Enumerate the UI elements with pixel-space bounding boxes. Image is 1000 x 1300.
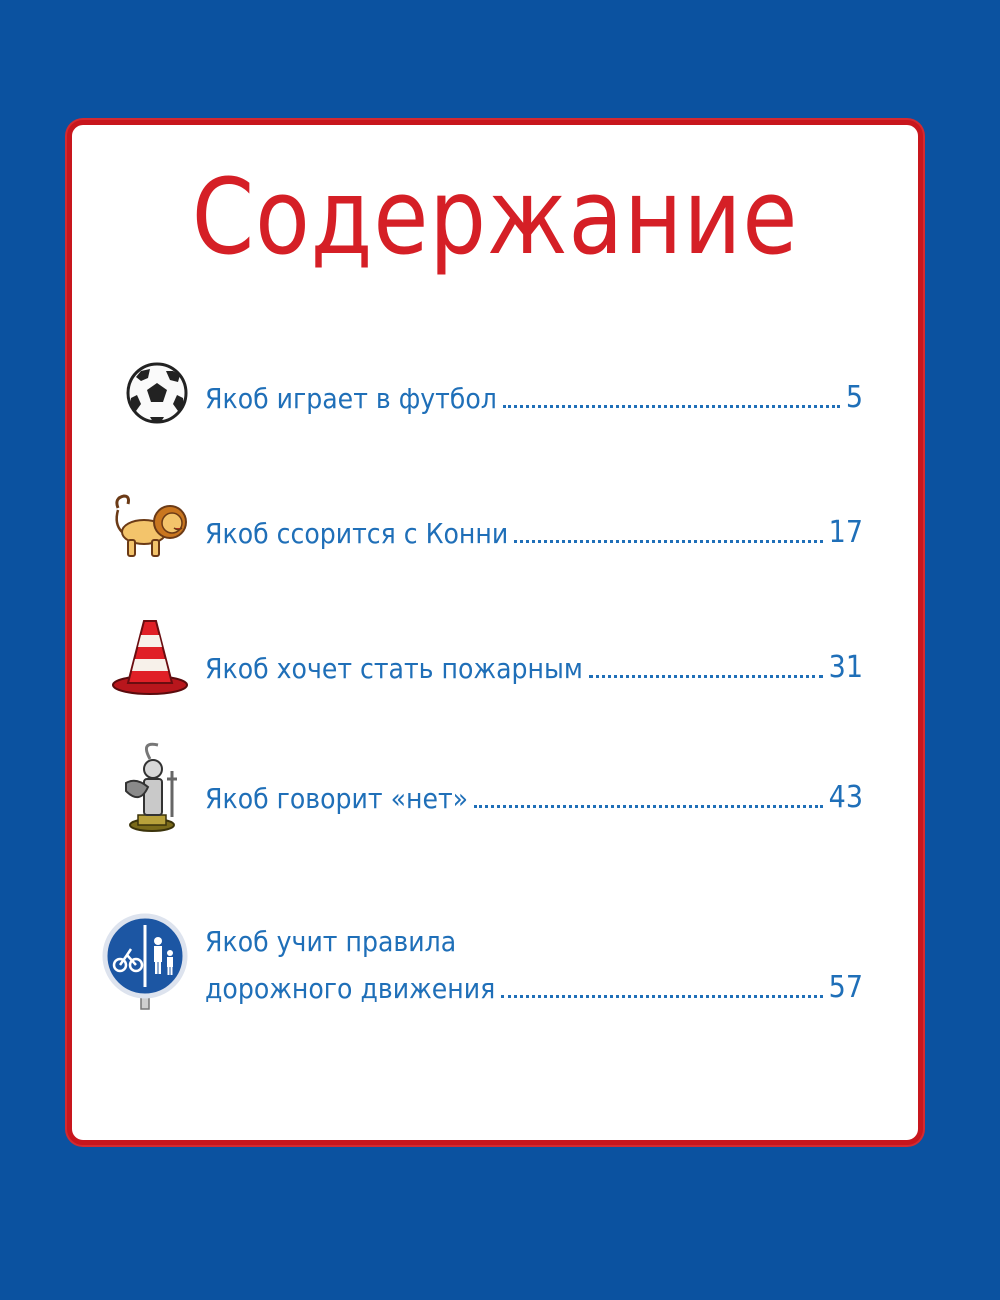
- toc-text-row: [205, 775, 863, 815]
- dot-leader: [514, 540, 822, 543]
- page-title: Содержание: [191, 156, 799, 278]
- toc-entry-1[interactable]: [72, 345, 928, 445]
- traffic-cone-icon: [110, 617, 190, 697]
- page-number: 43: [828, 780, 863, 815]
- toc-text-row: [205, 375, 863, 415]
- toc-text-row: [205, 965, 863, 1005]
- toc-entry-2[interactable]: [72, 480, 928, 580]
- dot-leader: [501, 995, 822, 998]
- page-number: 5: [845, 380, 863, 415]
- contents-card: [67, 120, 923, 1145]
- lion-icon: [110, 488, 190, 568]
- dot-leader: [503, 405, 840, 408]
- toc-entry-5[interactable]: [72, 895, 928, 1035]
- page-number: 17: [828, 515, 863, 550]
- toc-title: Якоб говорит «нет»: [205, 782, 469, 815]
- toc-title: дорожного движения: [205, 972, 496, 1005]
- toc-title: Якоб хочет стать пожарным: [205, 652, 583, 685]
- soccer-ball-icon: [117, 353, 197, 433]
- toc-entry-3[interactable]: [72, 615, 928, 715]
- toc-text-row: [205, 510, 863, 550]
- toc-title-line1: Якоб учит правила: [205, 925, 457, 958]
- knight-figurine-icon: [112, 735, 192, 835]
- toc-title: Якоб играет в футбол: [205, 382, 497, 415]
- page-number: 57: [828, 970, 863, 1005]
- toc-entry-4[interactable]: [72, 745, 928, 845]
- bike-pedestrian-sign-icon: [100, 911, 190, 1011]
- toc-text-row: [205, 645, 863, 685]
- dot-leader: [474, 805, 823, 808]
- toc-title: Якоб ссорится с Конни: [205, 517, 509, 550]
- dot-leader: [589, 675, 823, 678]
- page-number: 31: [828, 650, 863, 685]
